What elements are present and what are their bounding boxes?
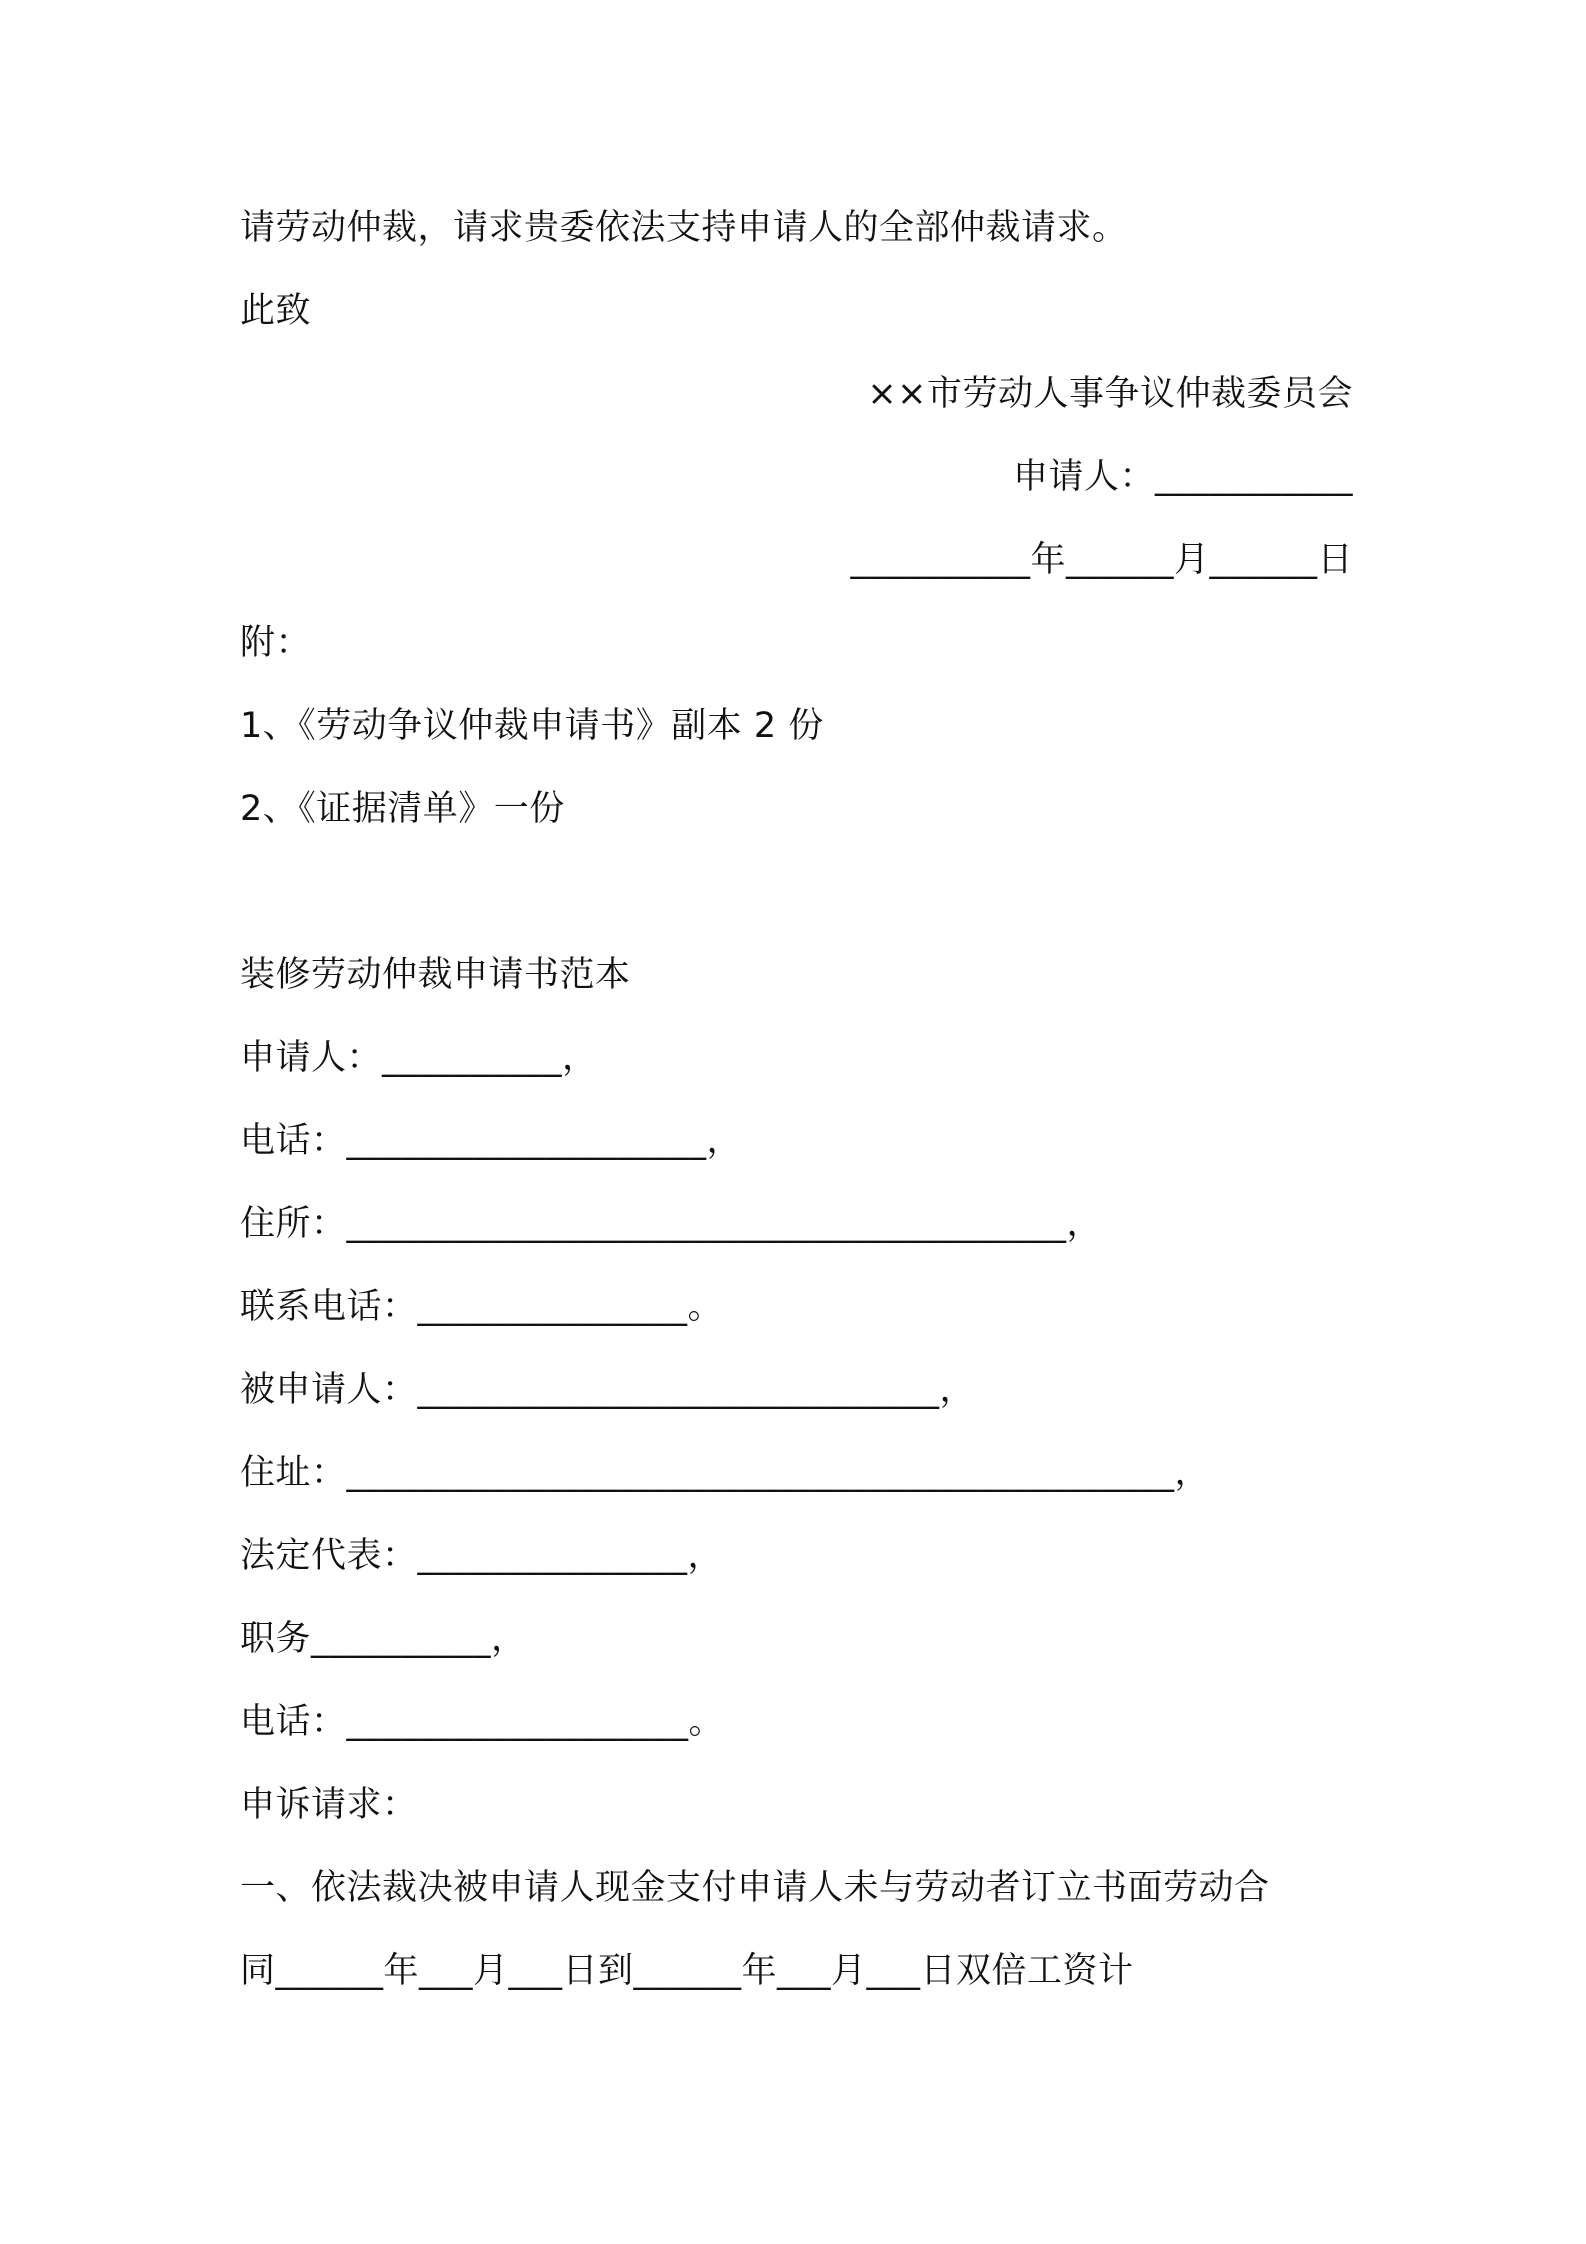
field-respondent: 被申请人：_____________________________，	[240, 1370, 976, 1410]
field-legal-representative: 法定代表：_______________，	[240, 1536, 724, 1576]
request-line: 请劳动仲裁，请求贵委依法支持申请人的全部仲裁请求。	[240, 208, 1128, 248]
template-title: 装修劳动仲裁申请书范本	[240, 955, 631, 995]
claims-heading: 申诉请求：	[240, 1785, 418, 1825]
field-address: 住址：______________________________________________，	[240, 1453, 1211, 1493]
committee-name: ××市劳动人事争议仲裁委员会	[867, 374, 1353, 414]
field-phone-2: 电话：___________________。	[240, 1702, 725, 1742]
attachment-item: 1、《劳动争议仲裁申请书》副本 2 份	[240, 706, 824, 746]
field-position: 职务__________，	[240, 1619, 527, 1659]
claim-line: 一、依法裁决被申请人现金支付申请人未与劳动者订立书面劳动合	[240, 1868, 1270, 1908]
applicant-signature: 申请人：___________	[1012, 457, 1353, 497]
field-contact-phone: 联系电话：_______________。	[240, 1287, 724, 1327]
signature-date: __________年______月______日	[850, 540, 1353, 580]
field-applicant: 申请人：__________，	[240, 1038, 598, 1078]
field-phone: 电话：____________________，	[240, 1121, 743, 1161]
attachments-heading: 附：	[240, 623, 312, 663]
field-residence: 住所：________________________________________，	[240, 1204, 1103, 1244]
salutation: 此致	[240, 291, 312, 331]
claim-line: 同______年___月___日到______年___月___日双倍工资计	[240, 1951, 1134, 1991]
attachment-item: 2、《证据清单》一份	[240, 789, 565, 829]
